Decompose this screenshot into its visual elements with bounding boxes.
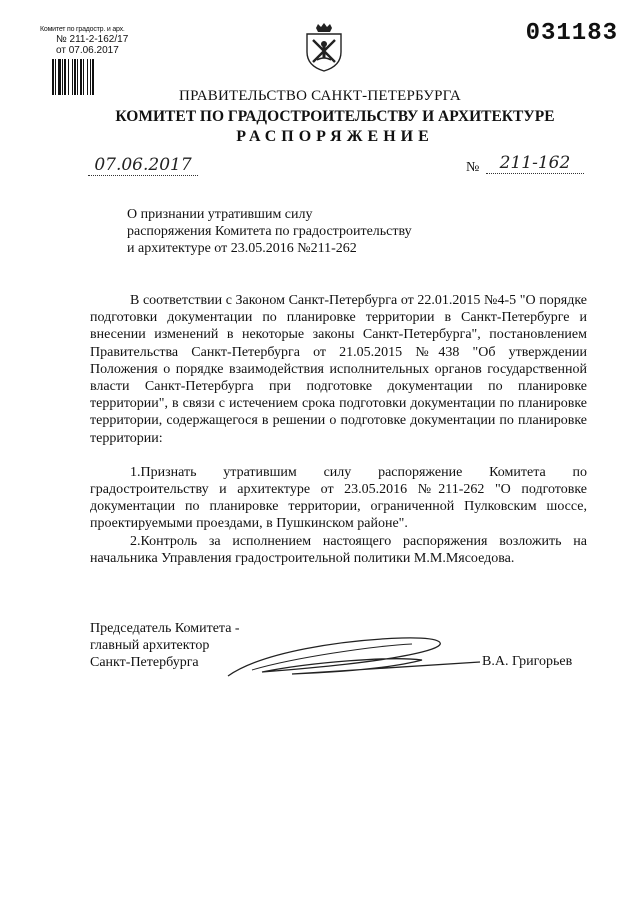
- item-2-paragraph: 2.Контроль за исполнением настоящего распоряжения возложить на начальника Управления градостроительной политики М.М.Мясоедова.: [90, 533, 587, 566]
- signatory-title-line: главный архитектор: [90, 638, 210, 653]
- order-number-label: №: [466, 160, 480, 175]
- coat-of-arms-icon: [303, 22, 345, 72]
- subject-line: О признании утратившим силу: [127, 207, 313, 222]
- subject-line: и архитектуре от 23.05.2016 №211-262: [127, 241, 357, 256]
- stamp-reg-date: от 07.06.2017: [56, 45, 119, 56]
- document-number: 031183: [525, 20, 618, 47]
- order-subject: [127, 206, 412, 257]
- committee-title: КОМИТЕТ ПО ГРАДОСТРОИТЕЛЬСТВУ И АРХИТЕКТУРЕ: [115, 108, 555, 125]
- item-1-paragraph: 1.Признать утратившим силу распоряжение Комитета по градостроительству и архитектуре от 23.05.2016 №211-262 "О подготовке документации по планировке территории, ограниченной Пулковским шоссе, проектируемыми проездами, в Пушкинском районе".: [90, 464, 587, 532]
- signatory-name: В.А. Григорьев: [482, 654, 573, 669]
- preamble-paragraph: В соответствии с Законом Санкт-Петербурга от 22.01.2015 №4-5 "О порядке подготовки документации по планировке территории в Санкт-Петербурге и внесении изменений в некоторые законы Санкт-Петербурга", постановлением Правительства Санкт-Петербурга от 21.05.2015 №438 "Об утверждении Положения о порядке взаимодействия исполнительных органов государственной власти Санкт-Петербурга при подготовке документации по планировке территории", в связи с истечением срока подготовки документации по планировке территории, содержащегося в решении о подготовке документации по планировке территории:: [90, 293, 587, 446]
- order-date: 07.06.2017: [88, 155, 198, 176]
- government-title: ПРАВИТЕЛЬСТВО САНКТ-ПЕТЕРБУРГА: [179, 88, 461, 104]
- document-type: РАСПОРЯЖЕНИЕ: [236, 128, 434, 145]
- signatory-title-line: Санкт-Петербурга: [90, 655, 199, 670]
- handwritten-signature-icon: [222, 632, 482, 680]
- stamp-organization: Комитет по градостр. и арх.: [40, 26, 125, 33]
- signatory-title-line: Председатель Комитета -: [90, 621, 240, 636]
- subject-line: распоряжения Комитета по градостроительству: [127, 224, 412, 239]
- order-body: [90, 292, 587, 567]
- order-number: 211-162: [486, 153, 584, 174]
- signatory-title: [90, 620, 240, 671]
- stamp-reg-number: № 211-2-162/17: [56, 34, 129, 45]
